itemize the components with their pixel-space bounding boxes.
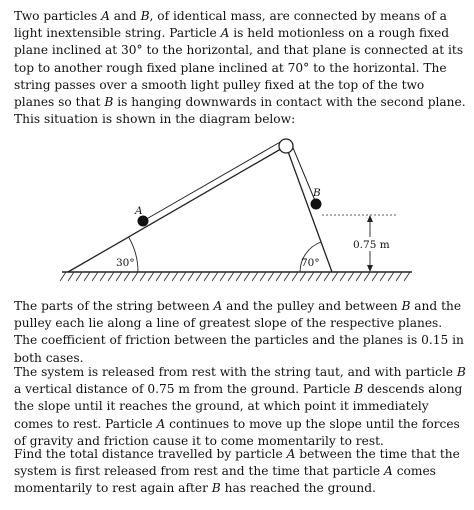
problem-paragraph-1: Two particles A and B, of identical mass, are connected by means of a light inextensible string. Particle A is held motionless on a rough fixed plane inclined at 30° to the horizontal, and that plane is connected at its top to another rough fixed plane inclined at 70° to the horizontal. The string passes over a smooth light pulley fixed at the top of the two planes so that B is hanging downwards in contact with the second plane. This situation is shown in the diagram below:	[14, 9, 466, 127]
ground-hatching	[60, 272, 410, 281]
variable-b: B	[354, 382, 364, 397]
variable-b: B	[401, 299, 411, 313]
pulley	[279, 139, 293, 153]
problem-paragraph-3: The system is released from rest with the string taut, and with particle B a vertical distance of 0.75 m from the ground. Particle B descends along the slope until it reaches the ground, at which point it immediately comes to rest. Particle A continues to move up the slope until the forces of gravity and friction cause it to come momentarily to rest.	[14, 365, 466, 448]
problem-paragraph-4: Find the total distance travelled by particle A between the time that the system is first released from rest and the time that particle A comes momentarily to rest again after B has reached the ground.	[14, 447, 460, 496]
variable-a: A	[286, 447, 296, 461]
inclined-planes-diagram	[0, 128, 474, 288]
variable-a: A	[220, 26, 230, 41]
particle-a	[138, 216, 149, 227]
variable-b: B	[211, 481, 221, 496]
variable-b: B	[104, 95, 114, 110]
particle-a-label: A	[135, 205, 143, 217]
variable-b: B	[456, 365, 466, 379]
angle-left-label: 30°	[116, 257, 135, 269]
variable-a: A	[101, 9, 110, 23]
left-plane	[68, 146, 286, 272]
height-label: 0.75 m	[353, 239, 390, 251]
height-arrow-head-bottom	[367, 265, 373, 272]
variable-a: A	[213, 299, 223, 313]
height-arrow-head-top	[367, 215, 373, 222]
string-a-segment	[143, 141, 282, 221]
right-plane	[286, 146, 332, 272]
variable-a: A	[156, 416, 166, 431]
particle-b	[311, 199, 322, 210]
variable-a: A	[384, 464, 393, 479]
problem-paragraph-2: The parts of the string between A and the pulley and between B and the pulley each lie along a line of greatest slope of the respective planes. The coefficient of friction between the particles and the planes is 0.15 in both cases.	[14, 299, 464, 365]
variable-b: B	[140, 9, 150, 23]
particle-b-label: B	[313, 187, 321, 199]
angle-right-label: 70°	[301, 257, 320, 269]
